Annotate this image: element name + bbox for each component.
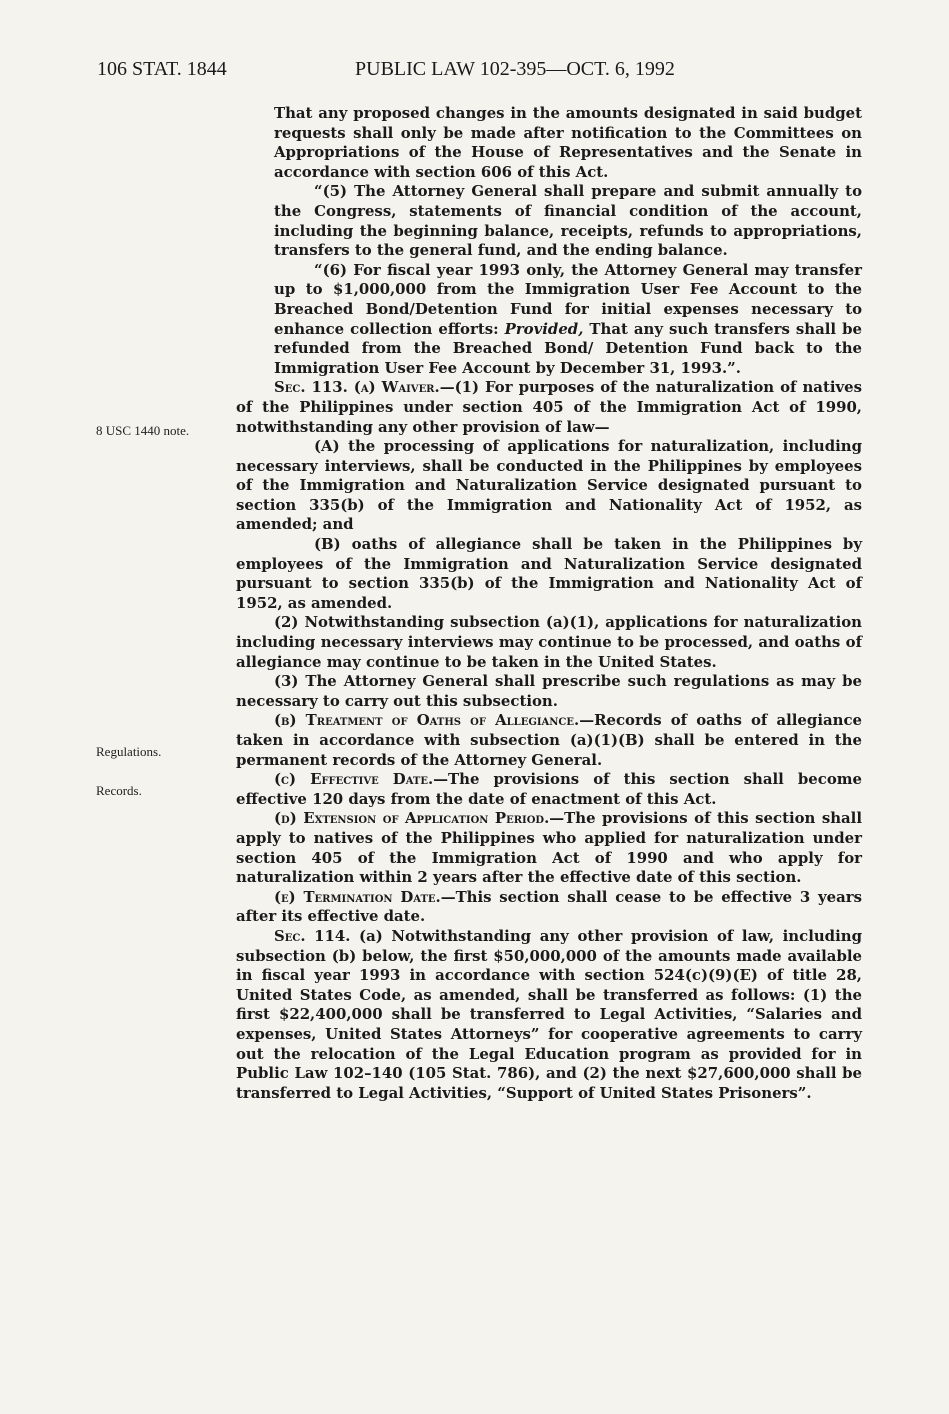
subsection-c-heading: (c) Effective Date. xyxy=(274,770,434,789)
paragraph-subsection-5: “(5) The Attorney General shall prepare and submit annually to the Congress, statements of financial condition of the account, including the beginning balance, receipts, refunds to appropriations, transfers to the general fund, and the ending balance. xyxy=(274,182,862,260)
section-113-a-text: —(1) For purposes of the naturalization of natives of the Philippines under section 405 of the Immigration Act of 1990, notwithstanding any other provision of law— xyxy=(236,378,862,436)
paragraph-subsection-6 xyxy=(236,261,862,379)
section-113-heading: Sec. 113. xyxy=(274,378,348,397)
margin-note-regulations: Regulations. xyxy=(96,744,162,759)
subsection-6-text-a: “(6) For fiscal year 1993 only, the Attorney General may transfer up to $1,000,000 from the Immigration User Fee Account to the Breached Bond/Detention Fund for initial expenses necessary to enhance collection efforts: xyxy=(274,260,862,338)
paragraph-a-2: (2) Notwithstanding subsection (a)(1), applications for naturalization including necessary interviews may continue to be processed, and oaths of allegiance may continue to be taken in the United States. xyxy=(236,613,862,671)
margin-note-usc: 8 USC 1440 note. xyxy=(96,423,190,438)
section-114-heading: Sec. 114. xyxy=(274,926,351,945)
stat-citation: 106 STAT. 1844 xyxy=(97,58,227,80)
subsection-c-text: —The provisions of this section shall become effective 120 days from the date of enactment of this Act. xyxy=(236,770,862,808)
law-citation: PUBLIC LAW 102-395—OCT. 6, 1992 xyxy=(355,58,675,80)
paragraph-budget-changes: That any proposed changes in the amounts designated in said budget requests shall only be made after notification to the Committees on Appropriations of the House of Representatives and the Senate in accordance with section 606 of this Act. xyxy=(274,104,862,181)
subsection-b xyxy=(236,711,862,770)
subsection-e-heading: (e) Termination Date. xyxy=(274,887,441,906)
clause-B: (B) oaths of allegiance shall be taken in the Philippines by employees of the Immigration and Naturalization Service designated pursuant to section 335(b) of the Immigration and Nationality Act of 1952, as amended. xyxy=(236,535,862,612)
section-114 xyxy=(236,927,862,1103)
subsection-e-text: —This section shall cease to be effective 3 years after its effective date. xyxy=(236,887,862,926)
section-114-text: (a) Notwithstanding any other provision of law, including subsection (b) below, the first $50,000,000 of the amounts made available in fiscal year 1993 in accordance with section 524(c)(9)(E) of title 28, United States Code, as amended, shall be transferred as follows: (1) the first $22,400,000 shall be transferred to Legal Activities, “Salaries and expenses, United States Attorneys” for cooperative agreements to carry out the relocation of the Legal Education program as provided for in Public Law 102–140 (105 Stat. 786), and (2) the next $27,600,000 shall be transferred to Legal Activities, “Support of United States Prisoners”. xyxy=(236,926,862,1102)
subsection-d-text: —The provisions of this section shall apply to natives of the Philippines who applied for naturalization under section 405 of the Immigration Act of 1990 and who apply for naturalization within 2 years after the effective date of this section. xyxy=(236,809,862,887)
page-header xyxy=(97,58,942,88)
subsection-b-heading: (b) Treatment of Oaths of Allegiance. xyxy=(274,711,580,730)
clause-A: (A) the processing of applications for naturalization, including necessary interviews, shall be conducted in the Philippines by employees of the Immigration and Naturalization Service designated pursuant to section 335(b) of the Immigration and Nationality Act of 1952, as amended; and xyxy=(236,437,862,534)
paragraph-a-3: (3) The Attorney General shall prescribe such regulations as may be necessary to carry out this subsection. xyxy=(236,672,862,710)
section-113-a xyxy=(236,378,862,437)
subsection-d-heading: (d) Extension of Application Period. xyxy=(274,809,550,828)
subsection-b-text: —Records of oaths of allegiance taken in accordance with subsection (a)(1)(B) shall be entered in the permanent records of the Attorney General. xyxy=(236,711,862,769)
provided-term: Provided, xyxy=(504,319,584,338)
subsection-e xyxy=(236,888,862,927)
waiver-heading: (a) Waiver. xyxy=(353,378,440,397)
subsection-d xyxy=(236,809,862,887)
margin-note-records: Records. xyxy=(96,783,142,798)
statute-body xyxy=(236,104,862,1103)
subsection-6-text-b: That any such transfers shall be refunded from the Breached Bond/ Detention Fund back to the Immigration User Fee Account by December 31, 1993.”. xyxy=(274,319,862,377)
subsection-c xyxy=(236,770,862,809)
